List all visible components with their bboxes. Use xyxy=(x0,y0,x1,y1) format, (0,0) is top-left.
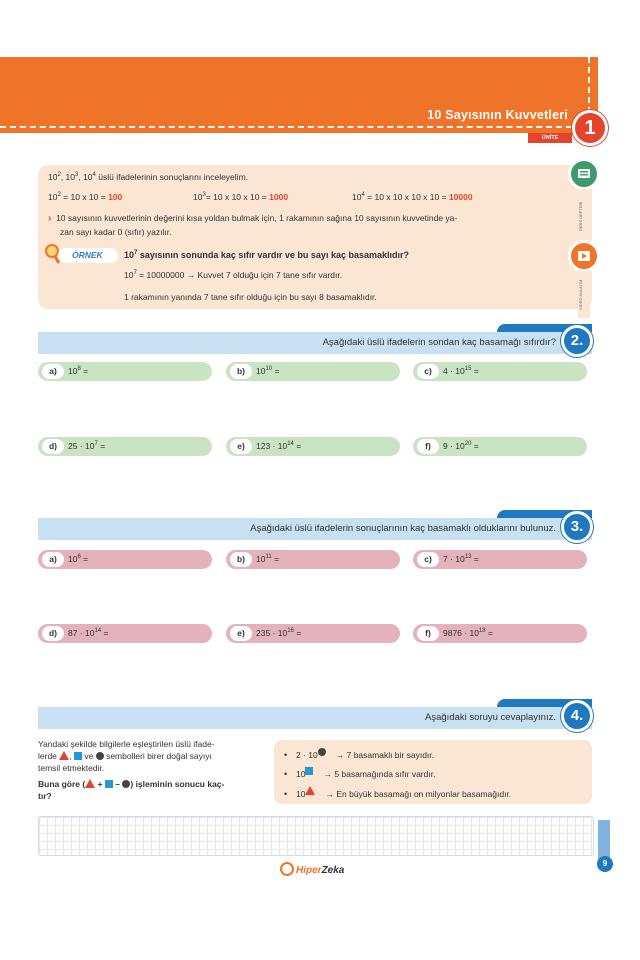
example-label: ÖRNEK xyxy=(58,248,118,263)
clue-row-square: • 10 → 5 basamağında sıfır vardır. xyxy=(284,769,436,779)
question-4-text: Yandaki şekilde bilgilerle eşleştirilen üslü ifade- lerde , ve sembolleri birer doğal sayıyı temsil etmektedir. Buna göre ( + – ) işleminin sonucu kaç- tır? xyxy=(38,739,225,801)
equation-10-4: $10^4 = 10$ x 10 x 10 x 10 = 10000 xyxy=(352,192,473,202)
clues-box xyxy=(274,740,592,804)
rule-text-line1: › 10 sayısının kuvvetlerinin değerini kısa yoldan bulmak için, 1 rakamının sağına 10 sayısının kuvvetinde ya- xyxy=(48,213,458,224)
section-3-header xyxy=(38,518,592,540)
page-number: 9 xyxy=(597,856,613,872)
chevron-right-icon: › xyxy=(48,213,52,224)
exercise-3a: a) $10^6$ = xyxy=(38,550,218,616)
video-anlatim-label: VİDEO ANLATIM xyxy=(578,272,590,318)
circle-icon xyxy=(318,748,326,756)
logo-icon xyxy=(280,862,294,876)
section-2-title: Aşağıdaki üslü ifadelerin sondan kaç basamağı sıfırdır? xyxy=(322,337,556,348)
clue-row-triangle: • 10 → En büyük basamağı on milyonlar basamağıdır. xyxy=(284,786,511,799)
ders-defteri-label: DERS DEFTERİ xyxy=(578,190,590,242)
section-3-number: 3. xyxy=(561,511,593,543)
exercise-2a: a) $10^8$ = xyxy=(38,362,218,428)
section-3-title: Aşağıdaki üslü ifadelerin sonuçlarının kaç basamaklı olduklarını bulunuz. xyxy=(250,523,556,534)
info-box xyxy=(38,165,592,309)
equation-10-3: $10^3= 10$ x 10 x 10 = 1000 xyxy=(193,192,289,202)
page-title: 10 Sayısının Kuvvetleri xyxy=(427,108,568,122)
section-4-header xyxy=(38,707,592,729)
triangle-icon xyxy=(305,786,315,795)
section-4-title: Aşağıdaki soruyu cevaplayınız. xyxy=(425,712,556,723)
square-icon xyxy=(74,752,82,760)
clue-row-circle: • 2 · 10 → 7 basamaklı bir sayıdır. xyxy=(284,750,435,760)
video-anlatim-icon[interactable] xyxy=(568,240,600,272)
exercise-2d: d) $25 \cdot 10^7$ = xyxy=(38,437,218,503)
unit-number-badge: 1 xyxy=(572,110,608,146)
hiperzeka-logo: HiperZeka xyxy=(280,862,344,880)
example-question: $10^7$ sayısının sonunda kaç sıfır vardır ve bu sayı kaç basamaklıdır? xyxy=(124,250,409,260)
circle-icon xyxy=(96,752,104,760)
rule-text-line2: zan sayı kadar 0 (sıfır) yazılır. xyxy=(60,227,172,237)
square-icon xyxy=(105,780,113,788)
intro-text: $10^2$, $10^3$, $10^4$ üslü ifadelerinin sonuçlarını inceleyelim. xyxy=(48,172,249,182)
exercise-3d: d) $87 \cdot 10^{14}$ = xyxy=(38,624,218,690)
equation-10-2: $10^2 = 10$ x 10 = 100 xyxy=(48,192,123,202)
exercise-3b: b) $10^{11}$ = xyxy=(226,550,406,616)
section-2-header xyxy=(38,332,592,354)
triangle-icon xyxy=(85,779,95,788)
example-answer-1: $10^7 = 10000000$ → Kuvvet 7 olduğu için 7 tane sıfır vardır. xyxy=(124,270,343,280)
section-2-number: 2. xyxy=(561,325,593,357)
square-icon xyxy=(305,767,313,775)
answer-grid-4[interactable] xyxy=(38,816,594,856)
section-4-number: 4. xyxy=(561,700,593,732)
exercise-3c: c) $7 \cdot 10^{13}$ = xyxy=(413,550,593,616)
unit-label: ÜNİTE xyxy=(528,133,572,143)
header-dash-vertical xyxy=(588,57,590,113)
header-dash-line xyxy=(0,126,572,128)
ders-defteri-icon[interactable] xyxy=(568,158,600,190)
example-answer-2: 1 rakamının yanında 7 tane sıfır olduğu için bu sayı 8 basamaklıdır. xyxy=(124,292,377,302)
exercise-3f: f) $9876 \cdot 10^{18}$ = xyxy=(413,624,593,690)
exercise-2e: e) $123 \cdot 10^{14}$ = xyxy=(226,437,406,503)
exercise-2c: c) $4 \cdot 10^{15}$ = xyxy=(413,362,593,428)
exercise-3e: e) $235 \cdot 10^{16}$ = xyxy=(226,624,406,690)
exercise-2b: b) $10^{10}$ = xyxy=(226,362,406,428)
exercise-2f: f) $9 \cdot 10^{20}$ = xyxy=(413,437,593,503)
triangle-icon xyxy=(59,751,69,760)
